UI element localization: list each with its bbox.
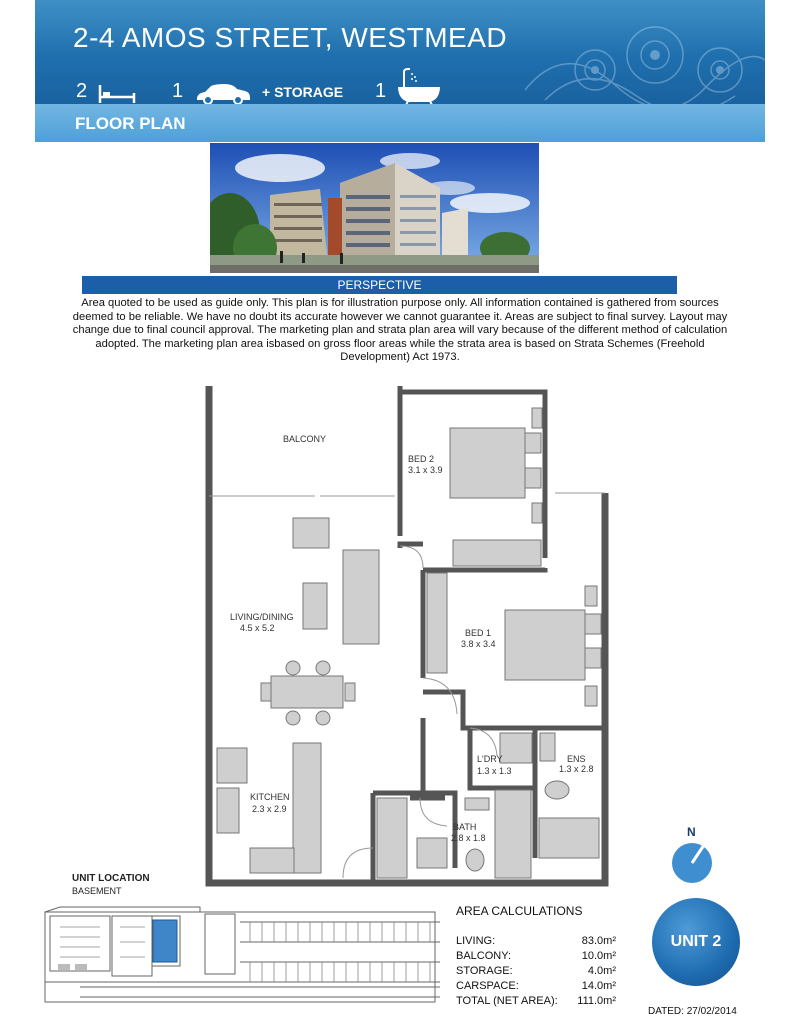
section-title: FLOOR PLAN [75, 114, 186, 133]
bed-icon [98, 84, 136, 104]
north-compass-icon [670, 826, 714, 886]
area-label: BALCONY: [456, 950, 512, 962]
section-bar [35, 104, 765, 142]
room-bed1: BED 1 [465, 628, 492, 638]
area-row [456, 935, 616, 947]
north-label: N [687, 826, 696, 839]
area-value: 4.0m² [587, 965, 616, 977]
area-label: CARSPACE: [456, 980, 519, 992]
storage-label: + STORAGE [262, 84, 344, 100]
room-kitchen: KITCHEN [250, 792, 290, 802]
room-bed2: BED 2 [408, 454, 435, 464]
basement-site-plan [40, 902, 450, 1012]
bedroom-count: 2 [76, 80, 88, 102]
disclaimer-text: Area quoted to be used as guide only. This plan is for illustration purpose only. All information contained is gathered from sources deemed to be reliable. We have no doubt its accurate however we cannot guarantee it. Areas are subject to final survey. Layout may change due to final council approval. The marketing plan and strata plan area will vary because of the different method of calculation adopted. The marketing plan area isbased on gross floor areas while the strata area is based on Strata Schemes (Freehold Development) Act 1973. [72, 297, 728, 364]
floor-plan-drawing [195, 378, 620, 893]
room-ensuite: ENS [567, 754, 586, 764]
room-living-size: 4.5 x 5.2 [240, 623, 275, 633]
area-value: 111.0m² [577, 995, 616, 1007]
unit-badge: UNIT 2 [652, 898, 740, 986]
area-row [456, 950, 616, 962]
building-perspective-image [210, 143, 539, 273]
area-label: STORAGE: [456, 965, 513, 977]
page-title: 2-4 AMOS STREET, WESTMEAD [73, 22, 508, 53]
floral-decoration [505, 0, 765, 104]
photo-caption: PERSPECTIVE [82, 276, 677, 294]
carspace-count: 1 [172, 80, 184, 102]
room-bed1-size: 3.8 x 3.4 [461, 639, 496, 649]
area-label: TOTAL (NET AREA): [456, 995, 558, 1007]
area-label: LIVING: [456, 935, 496, 947]
area-value: 83.0m² [581, 935, 616, 947]
car-icon [195, 83, 251, 105]
room-ensuite-size: 1.3 x 2.8 [559, 764, 594, 774]
room-bath-size: 2.8 x 1.8 [451, 833, 486, 843]
bathroom-count: 1 [375, 80, 387, 102]
dated-label: DATED: 27/02/2014 [648, 1006, 737, 1017]
room-kitchen-size: 2.3 x 2.9 [252, 804, 287, 814]
unit-location-title: UNIT LOCATION [72, 873, 150, 884]
room-laundry: L'DRY [477, 754, 503, 764]
bath-icon [398, 68, 440, 106]
room-living: LIVING/DINING [230, 612, 294, 622]
area-row [456, 965, 616, 977]
room-balcony: BALCONY [283, 434, 327, 444]
room-laundry-size: 1.3 x 1.3 [477, 766, 512, 776]
area-calculations-title: AREA CALCULATIONS [456, 904, 583, 918]
area-value: 14.0m² [581, 980, 616, 992]
area-row [456, 980, 616, 992]
room-bed2-size: 3.1 x 3.9 [408, 465, 443, 475]
unit-location-level: BASEMENT [72, 886, 122, 896]
room-bath: BATH [453, 822, 477, 832]
area-row [456, 995, 616, 1007]
unit-highlight [153, 920, 177, 962]
area-value: 10.0m² [581, 950, 616, 962]
